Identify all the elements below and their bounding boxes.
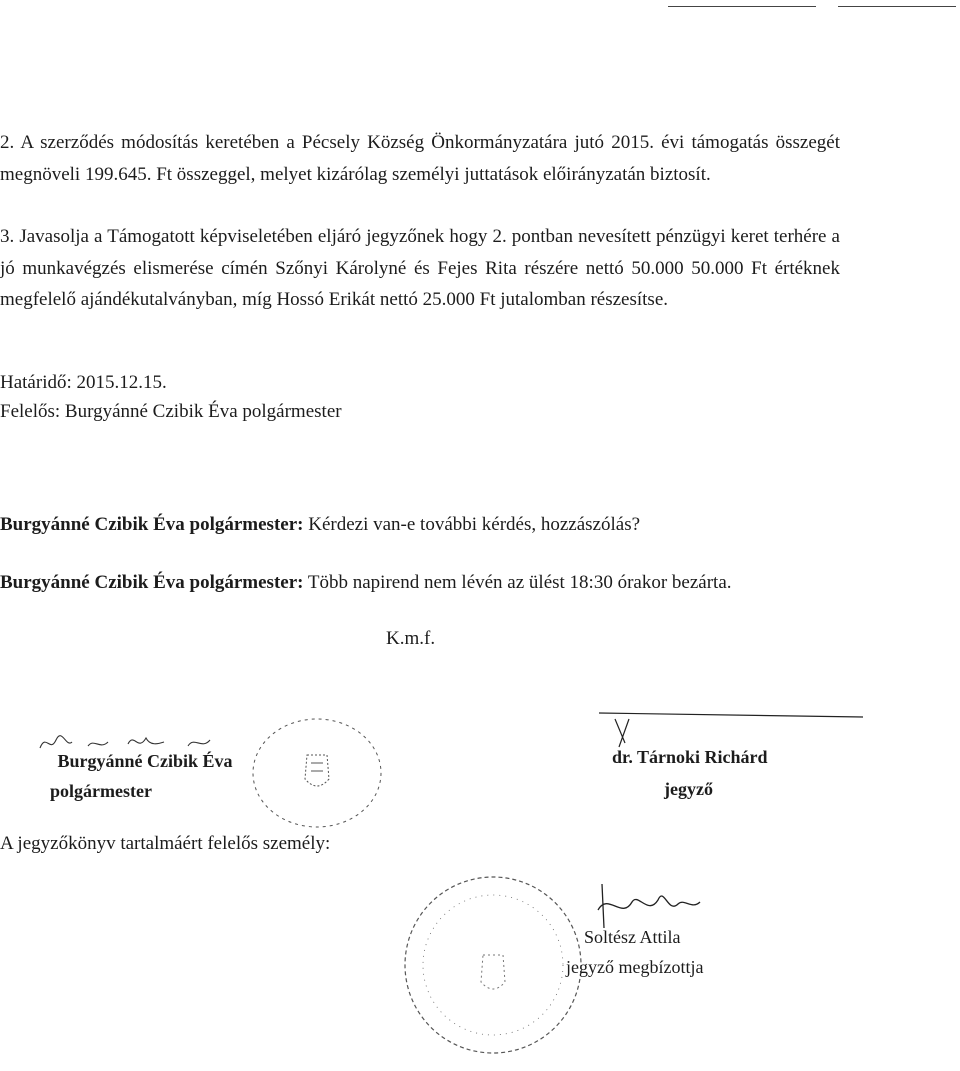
- deadline: Határidő: 2015.12.15.: [0, 372, 167, 393]
- mayor-title: polgármester: [50, 781, 152, 801]
- dialogue-line: [0, 514, 640, 536]
- top-rule: [668, 6, 816, 7]
- notary-stamp: [398, 870, 588, 1060]
- notary-name: dr. Tárnoki Richárd: [612, 747, 768, 767]
- top-rule: [838, 6, 956, 7]
- official-stamp: [245, 713, 390, 833]
- notary-title: jegyző: [664, 779, 713, 799]
- responsible: Felelős: Burgyánné Czibik Éva polgármester: [0, 401, 342, 422]
- deputy-name: Soltész Attila: [584, 927, 681, 947]
- speaker-name: Burgyánné Czibik Éva polgármester:: [0, 572, 304, 593]
- mayor-name: Burgyánné Czibik Éva: [57, 751, 233, 771]
- closing-mark: K.m.f.: [386, 628, 436, 649]
- record-responsible-label: A jegyzőkönyv tartalmáért felelős személy:: [0, 833, 331, 854]
- paragraph-3: 3. Javasolja a Támogatott képviseletében eljáró jegyzőnek hogy 2. pontban nevesített pénzügyi keret terhére a jó munkavégzés elismerése címén Szőnyi Károlyné és Fejes Rita részére nettó 50.000 50.000 Ft értéknek megfelelő ajándékutalványban, míg Hossó Erikát nettó 25.000 Ft jutalomban részesítse.: [0, 226, 840, 310]
- deputy-signature-block: [566, 922, 704, 982]
- dialogue-text: Több napirend nem lévén az ülést 18:30 órakor bezárta.: [303, 572, 732, 593]
- dialogue-line: [0, 567, 840, 599]
- mayor-handwritten-signature: [38, 728, 228, 758]
- speaker-name: Burgyánné Czibik Éva polgármester:: [0, 514, 304, 535]
- deputy-title: jegyző megbízottja: [566, 957, 704, 977]
- dialogue-text: Kérdezi van-e további kérdés, hozzászólás?: [303, 514, 641, 535]
- paragraph-2: 2. A szerződés módosítás keretében a Pécsely Község Önkormányzatára jutó 2015. évi támogatás összegét megnöveli 199.645. Ft összeggel, melyet kizárólag személyi juttatások előirányzatán biztosít.: [0, 132, 840, 185]
- notary-signature-block: [612, 744, 832, 802]
